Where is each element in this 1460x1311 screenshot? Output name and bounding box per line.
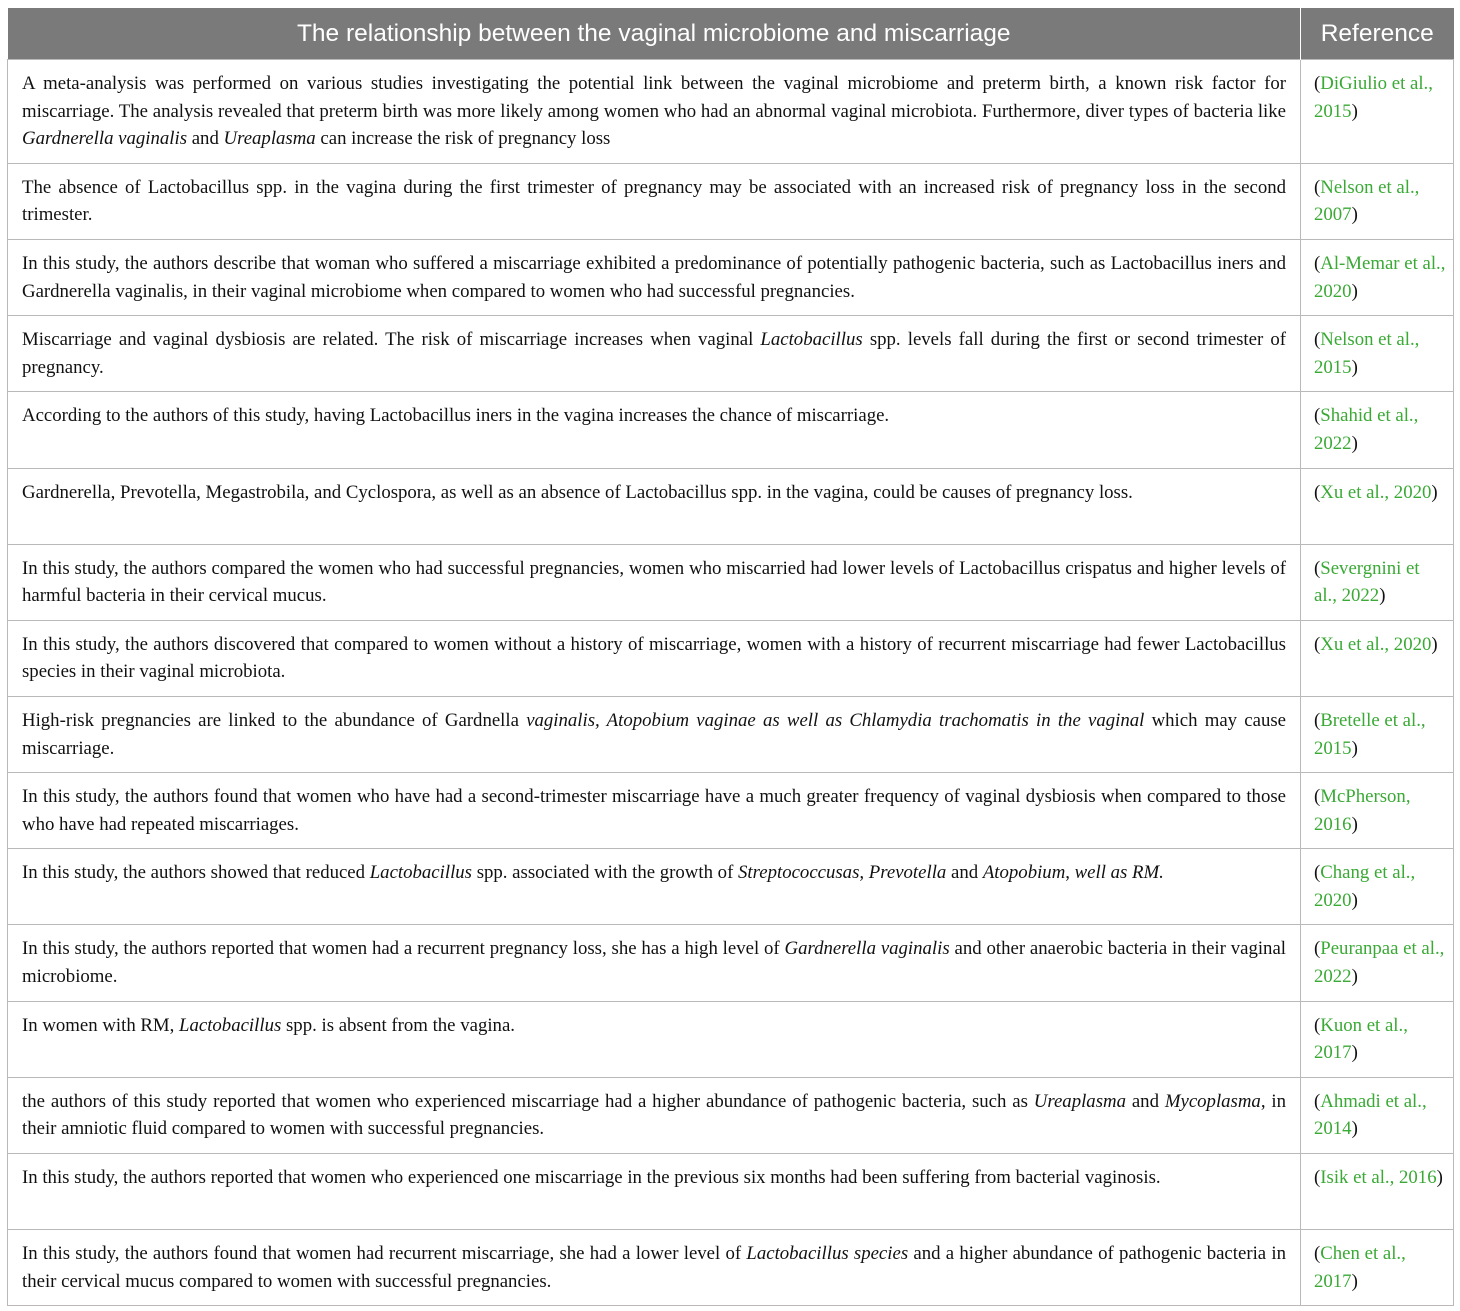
reference-link[interactable]: Kuon et al., 2017 <box>1314 1014 1408 1064</box>
row-description <box>8 1154 1301 1230</box>
row-reference <box>1301 1077 1454 1153</box>
open-paren: ( <box>1314 938 1321 960</box>
reference-link[interactable]: Al-Memar et al., 2020 <box>1314 252 1446 302</box>
row-description <box>8 392 1301 468</box>
table-row <box>8 544 1454 620</box>
row-description <box>8 925 1301 1001</box>
italic-text: Atopobium <box>982 862 1066 884</box>
reference-link[interactable]: Nelson et al., 2015 <box>1314 329 1420 378</box>
row-reference <box>1301 696 1454 772</box>
table-header-row <box>8 8 1454 60</box>
row-reference <box>1301 1001 1454 1077</box>
text-segment: In this study, the authors reported that women who experienced one miscarriage in the previous six months had been suffering from bacterial vaginosis. <box>22 1167 1161 1189</box>
italic-text: Ureaplasma <box>1033 1090 1126 1112</box>
row-reference <box>1301 925 1454 1001</box>
open-paren: ( <box>1314 252 1321 274</box>
reference-link[interactable]: Chen et al., 2017 <box>1314 1243 1406 1292</box>
open-paren: ( <box>1314 1243 1321 1265</box>
close-paren: ) <box>1351 204 1358 226</box>
table-row <box>8 163 1454 239</box>
open-paren: ( <box>1314 633 1321 655</box>
open-paren: ( <box>1314 73 1321 94</box>
italic-text: Gardnerella vaginalis <box>22 128 188 150</box>
row-reference <box>1301 316 1454 392</box>
text-segment: In this study, the authors discovered that compared to women without a history of miscarriage, women with a history of recurrent miscarriage had fewer Lactobacillus species in their vaginal microbiota. <box>22 633 1286 683</box>
close-paren: ) <box>1436 1167 1443 1189</box>
table-container <box>7 8 1453 1306</box>
text-segment: In this study, the authors found that women had recurrent miscarriage, she had a lower level of <box>22 1243 747 1265</box>
italic-text: Streptococcusas, Prevotella <box>738 862 947 884</box>
text-segment: A meta-analysis was performed on various studies investigating the potential link between the vaginal microbiome and preterm birth, a known risk factor for miscarriage. The analysis revealed that preterm birth was more likely among women who had an abnormal vaginal microbiota. Furthermore, diver types of bacteria like <box>22 73 1286 122</box>
reference-link[interactable]: Ahmadi et al., 2014 <box>1314 1090 1427 1140</box>
open-paren: ( <box>1314 1014 1321 1036</box>
row-reference <box>1301 544 1454 620</box>
text-segment: In this study, the authors showed that reduced <box>22 862 370 884</box>
italic-text: Ureaplasma <box>223 128 316 150</box>
text-segment: The absence of Lactobacillus spp. in the vagina during the first trimester of pregnancy may be associated with an increased risk of pregnancy loss in the second trimester. <box>22 176 1286 226</box>
close-paren: ) <box>1351 889 1358 911</box>
open-paren: ( <box>1314 405 1321 427</box>
reference-link[interactable]: Bretelle et al., 2015 <box>1314 709 1426 759</box>
row-description <box>8 696 1301 772</box>
text-segment: Miscarriage and vaginal dysbiosis are related. The risk of miscarriage increases when vaginal <box>22 329 761 351</box>
row-description <box>8 163 1301 239</box>
row-description <box>8 1001 1301 1077</box>
open-paren: ( <box>1314 329 1321 351</box>
row-description <box>8 620 1301 696</box>
open-paren: ( <box>1314 481 1321 503</box>
row-description <box>8 60 1301 164</box>
italic-text: Lactobacillus <box>760 329 863 351</box>
text-segment: the authors of this study reported that women who experienced miscarriage had a higher abundance of pathogenic bacteria, such as <box>22 1090 1034 1112</box>
table-row <box>8 392 1454 468</box>
table-row <box>8 849 1454 925</box>
reference-link[interactable]: Nelson et al., 2007 <box>1314 176 1420 226</box>
table-row <box>8 620 1454 696</box>
text-segment: In this study, the authors describe that woman who suffered a miscarriage exhibited a predominance of potentially pathogenic bacteria, such as Lactobacillus iners and Gardnerella vaginalis, in their vaginal microbiome when compared to women who had successful pregnancies. <box>22 252 1286 302</box>
reference-link[interactable]: Xu et al., 2020 <box>1320 481 1432 503</box>
open-paren: ( <box>1314 1167 1321 1189</box>
text-segment: which may cause miscarriage. <box>22 709 1286 759</box>
italic-text: Lactobacillus species <box>746 1243 909 1265</box>
text-segment: and <box>946 862 983 884</box>
open-paren: ( <box>1314 176 1321 198</box>
row-reference <box>1301 60 1454 164</box>
row-description <box>8 239 1301 315</box>
italic-text: Lactobacillus <box>369 862 472 884</box>
table-row <box>8 60 1454 164</box>
open-paren: ( <box>1314 709 1321 731</box>
reference-link[interactable]: Chang et al., 2020 <box>1314 862 1416 911</box>
close-paren: ) <box>1351 280 1358 302</box>
text-segment: can increase the risk of pregnancy loss <box>315 128 611 150</box>
close-paren: ) <box>1351 1270 1358 1292</box>
open-paren: ( <box>1314 557 1321 579</box>
table-row <box>8 696 1454 772</box>
close-paren: ) <box>1351 1118 1358 1140</box>
table-row <box>8 773 1454 849</box>
close-paren: ) <box>1379 585 1386 607</box>
row-reference <box>1301 468 1454 544</box>
italic-text: well as RM. <box>1074 862 1164 884</box>
table-row <box>8 1077 1454 1153</box>
close-paren: ) <box>1431 481 1438 503</box>
italic-text: Lactobacillus <box>179 1014 282 1036</box>
text-segment: and <box>1125 1090 1165 1112</box>
header-reference: Reference <box>1301 8 1454 60</box>
table-row <box>8 239 1454 315</box>
close-paren: ) <box>1351 1042 1358 1064</box>
italic-text: Mycoplasma <box>1164 1090 1261 1112</box>
italic-text: vaginalis, Atopobium vaginae as well as Chlamydia trachomatis in the vaginal <box>526 709 1145 731</box>
text-segment: In this study, the authors reported that women had a recurrent pregnancy loss, she has a high level of <box>22 938 785 960</box>
text-segment: In women with RM, <box>22 1014 180 1036</box>
open-paren: ( <box>1314 786 1321 808</box>
header-relationship: The relationship between the vaginal microbiome and miscarriage <box>8 8 1301 60</box>
row-description <box>8 316 1301 392</box>
row-reference <box>1301 849 1454 925</box>
text-segment: According to the authors of this study, having Lactobacillus iners in the vagina increases the chance of miscarriage. <box>22 405 890 427</box>
table-row <box>8 1154 1454 1230</box>
table-row <box>8 1230 1454 1306</box>
text-segment: spp. associated with the growth of <box>472 862 739 884</box>
table-row <box>8 1001 1454 1077</box>
open-paren: ( <box>1314 862 1321 884</box>
text-segment: Gardnerella, Prevotella, Megastrobila, and Cyclospora, as well as an absence of Lactobacillus spp. in the vagina, could be causes of pregnancy loss. <box>22 481 1133 503</box>
text-segment: and a higher abundance of pathogenic bacteria in their cervical mucus compared to women with successful pregnancies. <box>22 1243 1286 1292</box>
text-segment: High-risk pregnancies are linked to the abundance of Gardnella <box>22 709 527 731</box>
row-description <box>8 1077 1301 1153</box>
table-body <box>8 60 1454 1306</box>
close-paren: ) <box>1351 813 1358 835</box>
reference-link[interactable]: Peuranpaa et al., 2022 <box>1314 938 1445 988</box>
reference-link[interactable]: Xu et al., 2020 <box>1320 633 1432 655</box>
row-reference <box>1301 773 1454 849</box>
row-reference <box>1301 620 1454 696</box>
text-segment: spp. levels fall during the first or second trimester of pregnancy. <box>22 329 1286 378</box>
text-segment: , <box>1065 862 1075 884</box>
row-description <box>8 544 1301 620</box>
reference-link[interactable]: Severgnini et al., 2022 <box>1314 557 1420 607</box>
close-paren: ) <box>1351 100 1358 122</box>
reference-link[interactable]: Isik et al., 2016 <box>1320 1167 1437 1189</box>
row-reference <box>1301 392 1454 468</box>
close-paren: ) <box>1351 356 1358 378</box>
table-row <box>8 468 1454 544</box>
row-reference <box>1301 1230 1454 1306</box>
text-segment: and other anaerobic bacteria in their vaginal microbiome. <box>22 938 1287 988</box>
reference-link[interactable]: McPherson, 2016 <box>1314 786 1411 835</box>
row-description <box>8 468 1301 544</box>
italic-text: Gardnerella vaginalis <box>784 938 950 960</box>
table-row <box>8 316 1454 392</box>
close-paren: ) <box>1351 737 1358 759</box>
reference-link[interactable]: DiGiulio et al., 2015 <box>1314 73 1433 122</box>
reference-link[interactable]: Shahid et al., 2022 <box>1314 405 1419 454</box>
table-row <box>8 925 1454 1001</box>
open-paren: ( <box>1314 1090 1321 1112</box>
text-segment: , in their amniotic fluid compared to women with successful pregnancies. <box>22 1090 1287 1140</box>
close-paren: ) <box>1431 633 1438 655</box>
row-description <box>8 773 1301 849</box>
text-segment: and <box>187 128 224 150</box>
row-reference <box>1301 1154 1454 1230</box>
text-segment: spp. is absent from the vagina. <box>281 1014 515 1036</box>
text-segment: In this study, the authors found that women who have had a second-trimester miscarriage have a much greater frequency of vaginal dysbiosis when compared to those who have had repeated miscarriages. <box>22 786 1286 835</box>
close-paren: ) <box>1351 432 1358 454</box>
row-description <box>8 849 1301 925</box>
close-paren: ) <box>1351 966 1358 988</box>
row-description <box>8 1230 1301 1306</box>
microbiome-miscarriage-table <box>7 8 1454 1306</box>
text-segment: In this study, the authors compared the women who had successful pregnancies, women who miscarried had lower levels of Lactobacillus crispatus and higher levels of harmful bacteria in their cervical mucus. <box>22 557 1286 607</box>
row-reference <box>1301 239 1454 315</box>
row-reference <box>1301 163 1454 239</box>
